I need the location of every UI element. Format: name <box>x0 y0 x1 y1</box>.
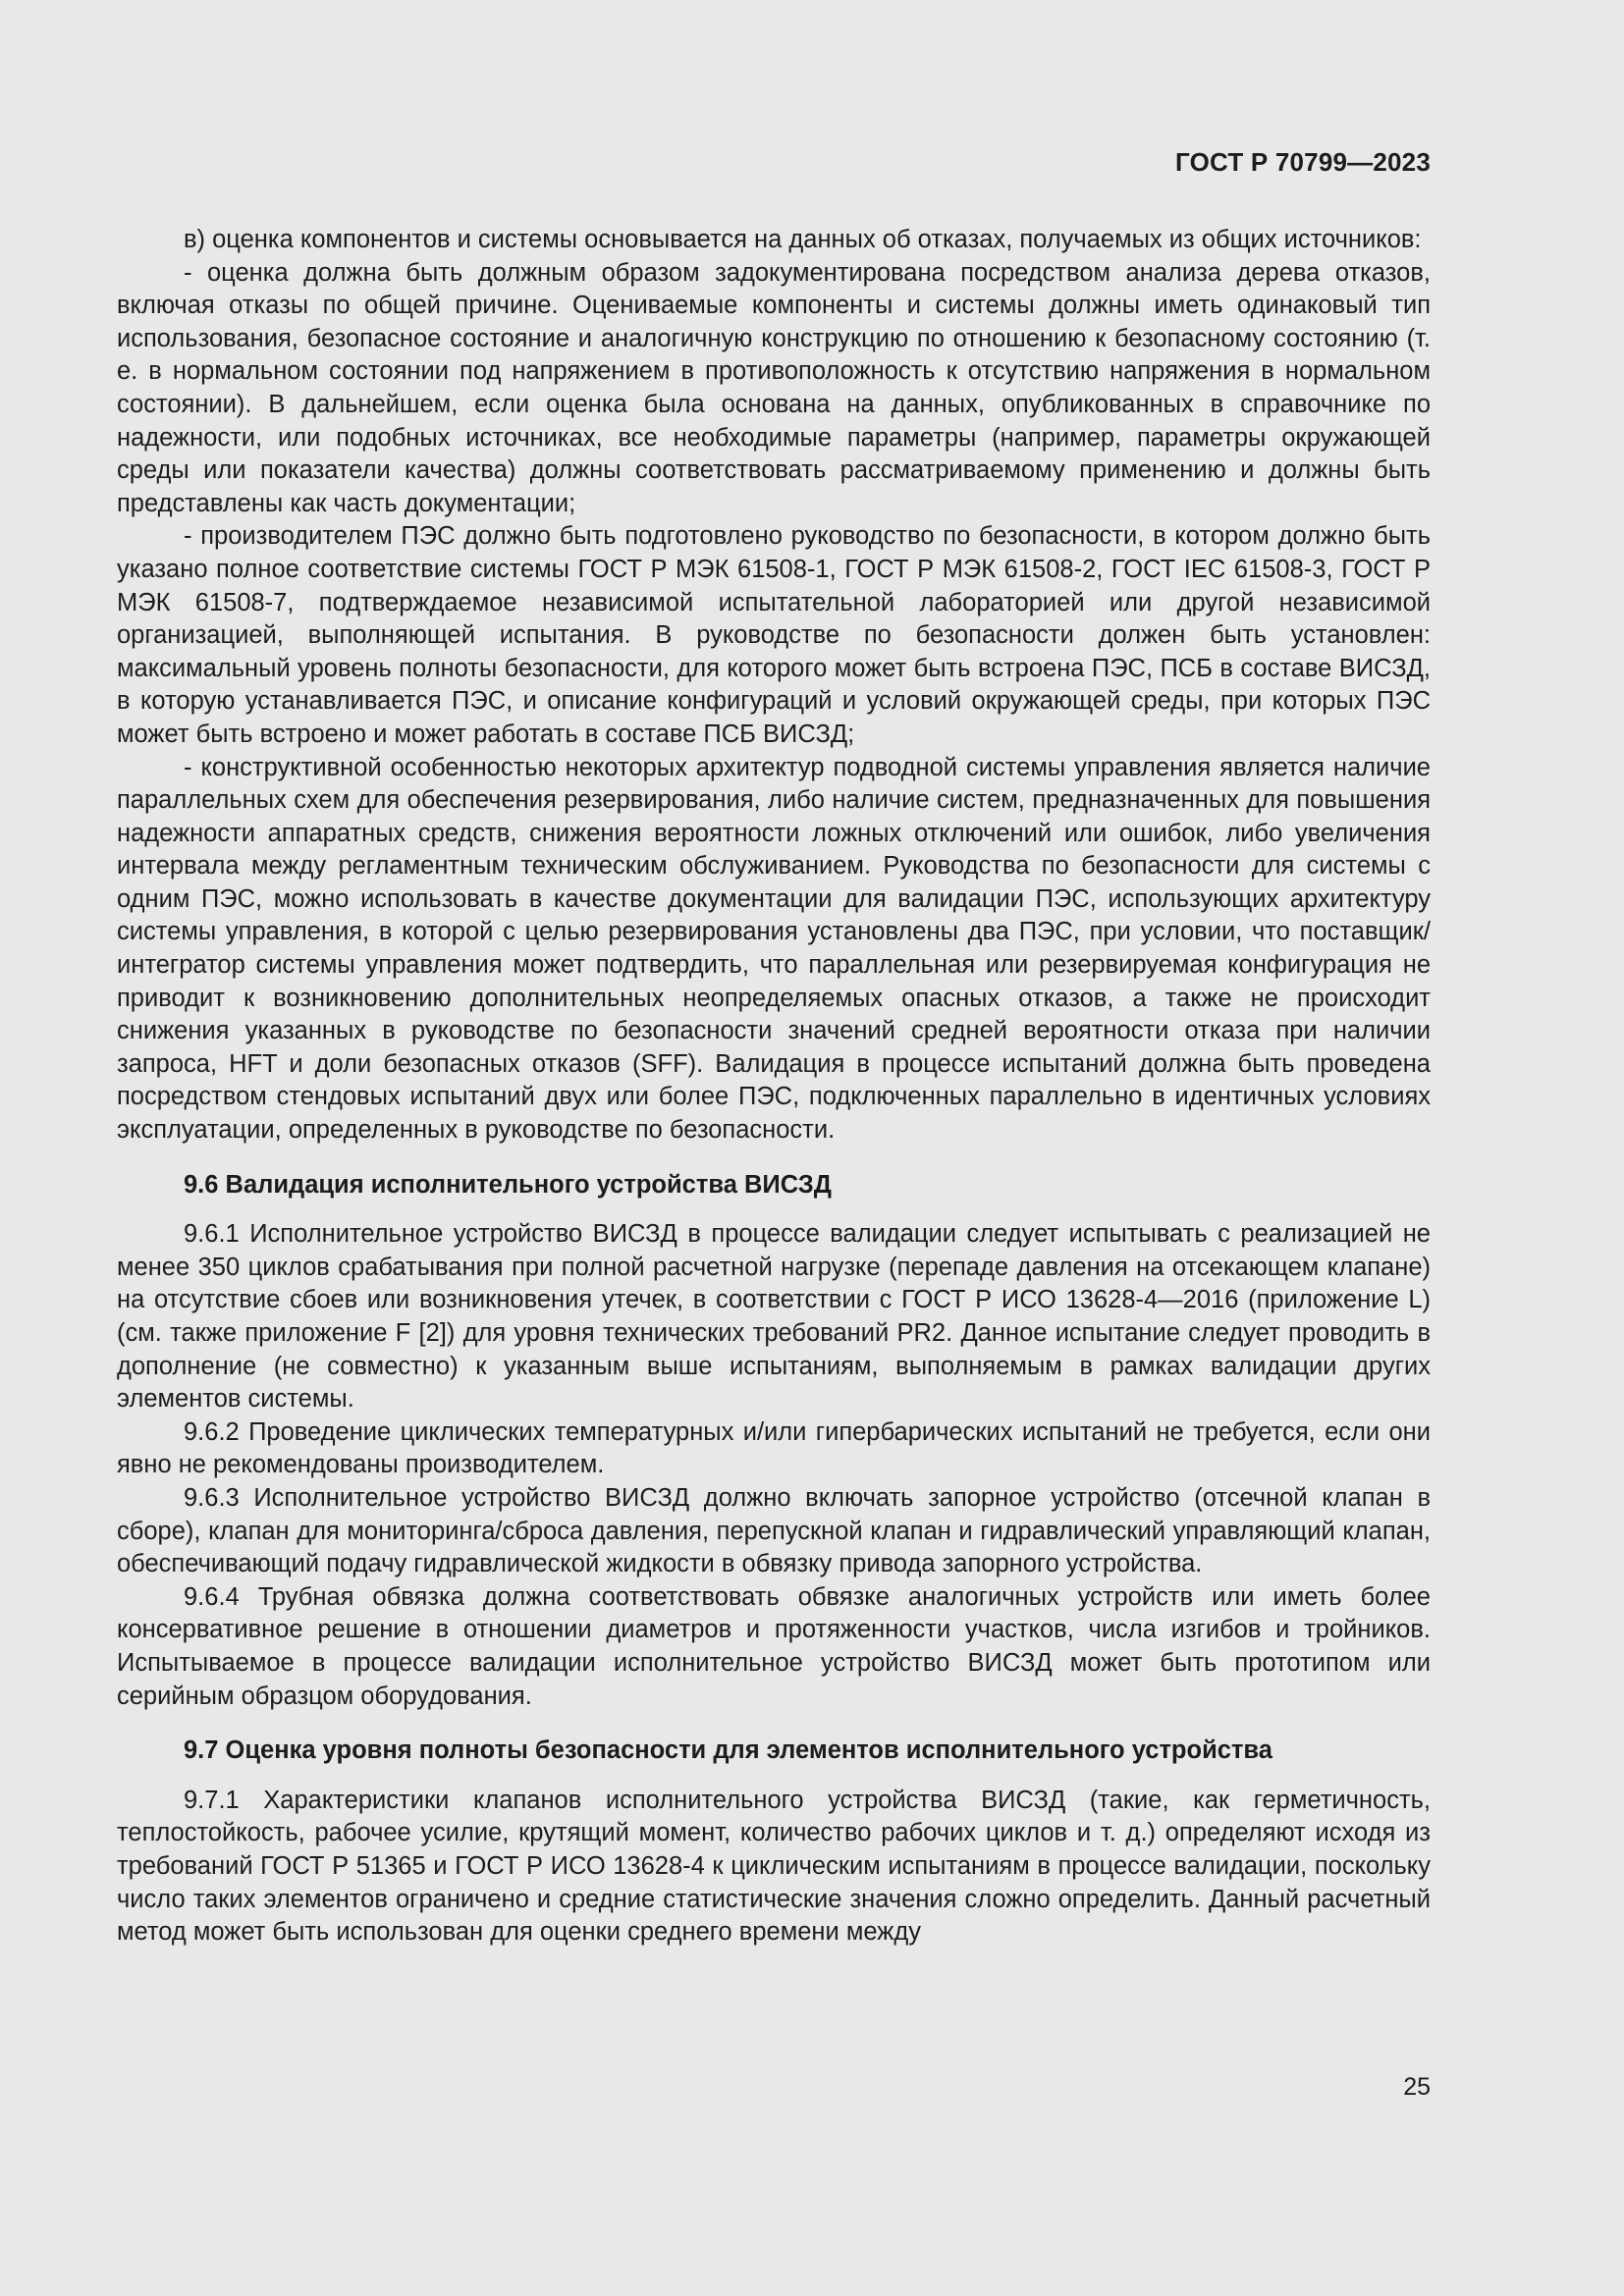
paragraph-fault-tree: - оценка должна быть должным образом задокументирована посредством анализа дерева отказов, включая отказы по общей причине. Оцениваемые компоненты и системы должны иметь одинаковый тип использования, безопасное состояние и аналогичную конструкцию по отношению к безопасному состоянию (т. е. в нормальном состоянии под напряжением в противоположность к отсутствию напряжения в нормальном состоянии). В дальнейшем, если оценка была основана на данных, опубликованных в справочнике по надежности, или подобных источниках, все необходимые параметры (например, параметры окружающей среды или показатели качества) должны соответствовать рассматриваемому применению и должны быть представлены как часть документации; <box>117 258 1431 517</box>
standard-code: ГОСТ Р 70799—2023 <box>1175 147 1431 177</box>
document-body <box>117 224 1431 1949</box>
paragraph-9-7-1: 9.7.1 Характеристики клапанов исполнительного устройства ВИСЗД (такие, как герметичность, теплостойкость, рабочее усилие, крутящий момент, количество рабочих циклов и т. д.) определяют исходя из требований ГОСТ Р 51365 и ГОСТ Р ИСО 13628-4 к циклическим испытаниям в процессе валидации, поскольку число таких элементов ограничено и средние статистические значения сложно определить. Данный расчетный метод может быть использован для оценки среднего времени между <box>117 1786 1431 1947</box>
section-heading-9-7: 9.7 Оценка уровня полноты безопасности для элементов исполнительного устройства <box>184 1736 1272 1765</box>
paragraph-redundancy: - конструктивной особенностью некоторых архитектур подводной системы управления является наличие параллельных схем для обеспечения резервирования, либо наличие систем, предназначенных для повышения надежности аппаратных средств, снижения вероятности ложных отключений или ошибок, либо увеличения интервала между регламентным техническим обслуживанием. Руководства по безопасности для системы с одним ПЭС, можно использовать в качестве документации для валидации ПЭС, использующих архитектуру системы управления, в которой с целью резервирования установлены два ПЭС, при условии, что поставщик/интегратор системы управления может подтвердить, что параллельная или резервируемая конфигурация не приводит к возникновению дополнительных неопределяемых опасных отказов, а также не происходит снижения указанных в руководстве по безопасности значений средней вероятности отказа при наличии запроса, HFT и доли безопасных отказов (SFF). Валидация в процессе испытаний должна быть проведена посредством стендовых испытаний двух или более ПЭС, подключенных параллельно в идентичных условиях эксплуатации, определенных в руководстве по безопасности. <box>117 753 1431 1145</box>
paragraph-9-6-2: 9.6.2 Проведение циклических температурных и/или гипербарических испытаний не требуется, если они явно не рекомендованы производителем. <box>117 1417 1431 1479</box>
paragraph-9-6-4: 9.6.4 Трубная обвязка должна соответствовать обвязке аналогичных устройств или иметь более консервативное решение в отношении диаметров и протяженности участков, числа изгибов и тройников. Испытываемое в процессе валидации исполнительное устройство ВИСЗД может быть прототипом или серийным образцом оборудования. <box>117 1582 1431 1710</box>
paragraph-9-6-3: 9.6.3 Исполнительное устройство ВИСЗД должно включать запорное устройство (отсечной клапан в сборе), клапан для мониторинга/сброса давления, перепускной клапан и гидравлический управляющий клапан, обеспечивающий подачу гидравлической жидкости в обвязку привода запорного устройства. <box>117 1483 1431 1578</box>
section-heading-9-6: 9.6 Валидация исполнительного устройства ВИСЗД <box>184 1170 832 1199</box>
paragraph-9-6-1: 9.6.1 Исполнительное устройство ВИСЗД в процессе валидации следует испытывать с реализацией не менее 350 циклов срабатывания при полной расчетной нагрузке (перепаде давления на отсекающем клапане) на отсутствие сбоев или возникновения утечек, в соответствии с ГОСТ Р ИСО 13628-4—2016 (приложение L) (см. также приложение F [2]) для уровня технических требований PR2. Данное испытание следует проводить в дополнение (не совместно) к указанным выше испытаниям, выполняемым в рамках валидации других элементов системы. <box>117 1220 1431 1414</box>
page-number: 25 <box>1403 2073 1431 2101</box>
paragraph-safety-manual: - производителем ПЭС должно быть подготовлено руководство по безопасности, в котором должно быть указано полное соответствие системы ГОСТ Р МЭК 61508-1, ГОСТ Р МЭК 61508-2, ГОСТ IEC 61508-3, ГОСТ Р МЭК 61508-7, подтверждаемое независимой испытательной лабораторией или другой независимой организацией, выполняющей испытания. В руководстве по безопасности должен быть установлен: максимальный уровень полноты безопасности, для которого может быть встроена ПЭС, ПСБ в составе ВИСЗД, в которую устанавливается ПЭС, и описание конфигураций и условий окружающей среды, при которых ПЭС может быть встроено и может работать в составе ПСБ ВИСЗД; <box>117 522 1431 748</box>
paragraph-item-v: в) оценка компонентов и системы основывается на данных об отказах, получаемых из общих источников: <box>184 226 1422 253</box>
